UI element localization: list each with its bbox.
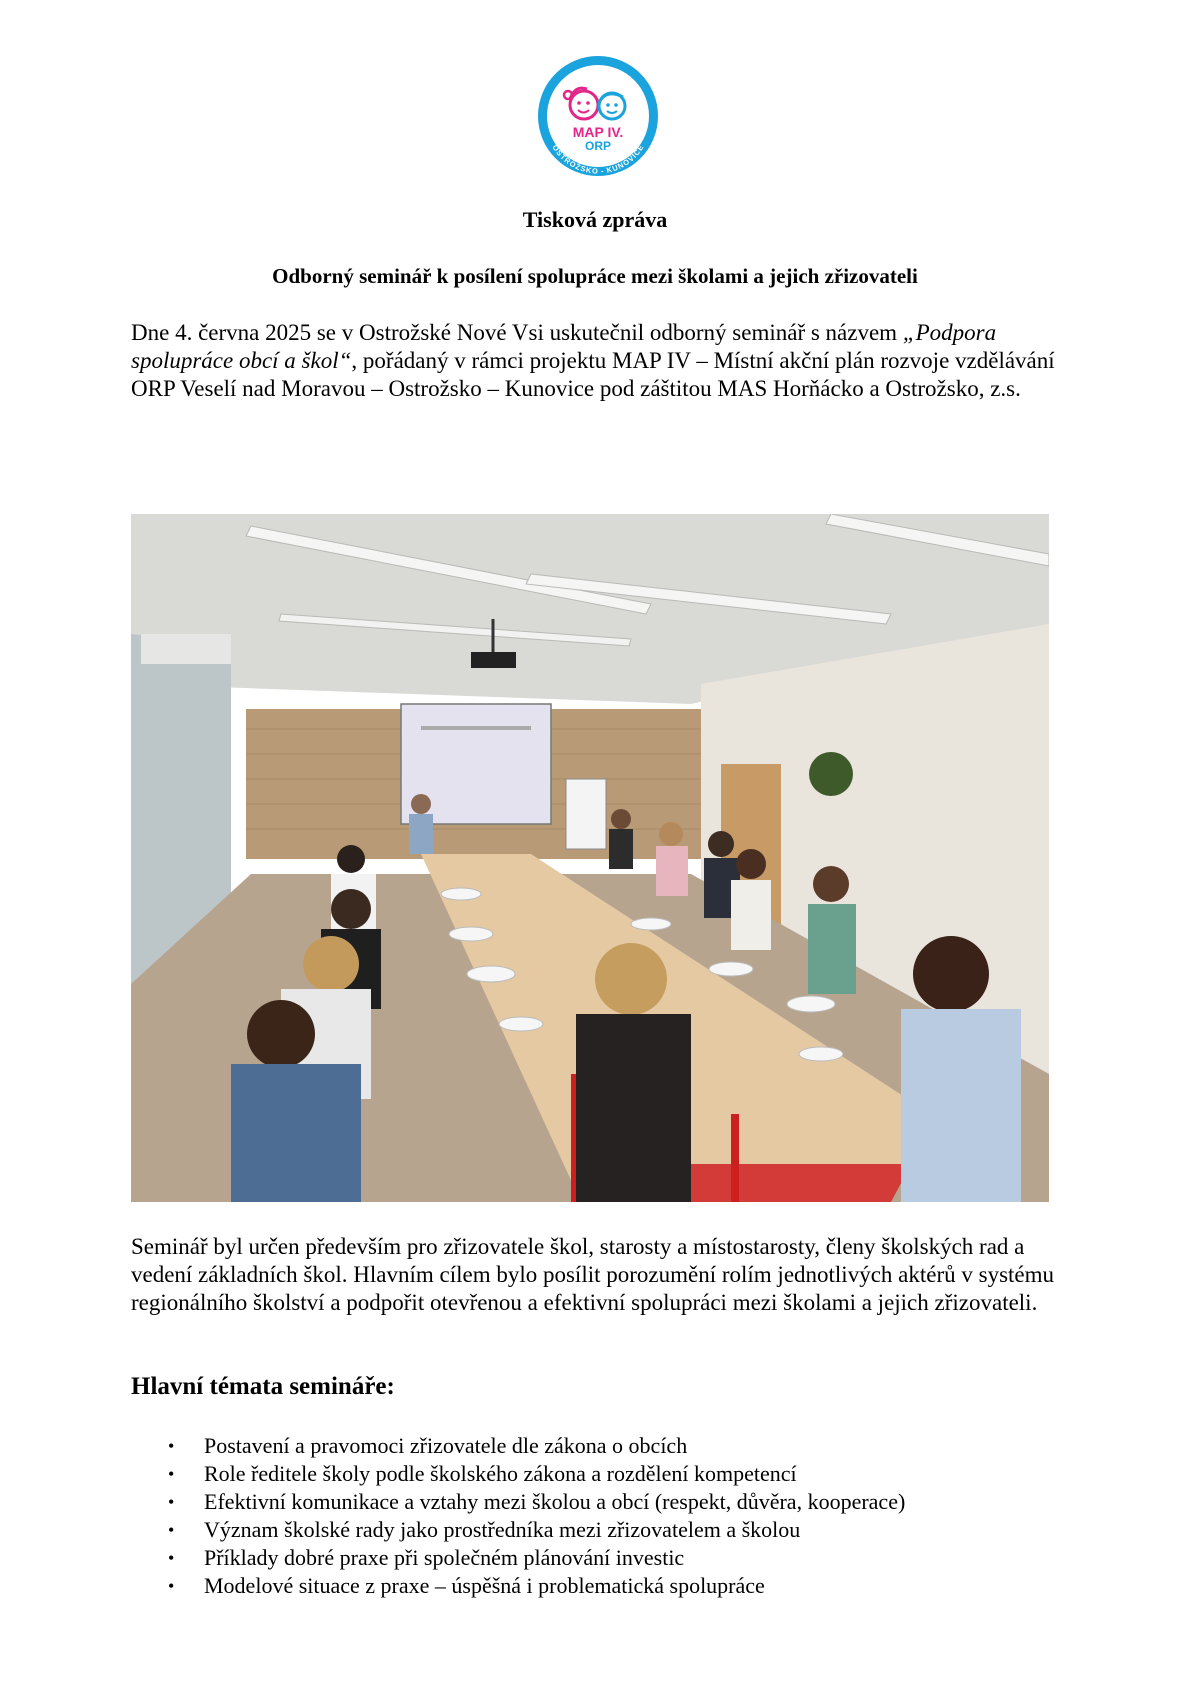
topic-text: Efektivní komunikace a vztahy mezi školou a obcí (respekt, důvěra, kooperace): [204, 1489, 906, 1514]
document-type: Tisková zpráva: [522, 207, 668, 232]
seminar-photo: [131, 514, 1049, 1202]
intro-text-start: Dne 4. června 2025 se v Ostrožské Nové Vsi uskutečnil odborný seminář s názvem: [131, 320, 903, 345]
logo-bottom-text: OSTROŽSKO - KUNOVICE: [550, 143, 646, 176]
page-title: Odborný seminář k posílení spolupráce mezi školami a jejich zřizovateli: [272, 264, 918, 288]
bullet-icon: •: [168, 1576, 175, 1596]
bullet-icon: •: [168, 1464, 175, 1484]
bullet-icon: •: [168, 1436, 175, 1456]
topic-text: Příklady dobré praxe při společném plánování investic: [204, 1545, 685, 1570]
intro-text-end: , pořádaný v rámci projektu MAP IV – Místní akční plán rozvoje vzdělávání ORP Veselí nad Moravou – Ostrožsko – Kunovice pod záštitou MAS Horňácko a Ostrožsko, z.s.: [131, 348, 1055, 401]
topic-text: Postavení a pravomoci zřizovatele dle zákona o obcích: [204, 1433, 688, 1458]
topics-list: [131, 1432, 1061, 1600]
body-paragraph: Seminář byl určen především pro zřizovatele škol, starosty a místostarosty, členy školských rad a vedení základních škol. Hlavním cílem bylo posílit porozumění rolím jednotlivých aktérů v systému regionálního školství a podpořit otevřenou a efektivní spolupráci mezi školami a jejich zřizovateli.: [131, 1234, 1055, 1315]
list-item: [131, 1432, 1061, 1460]
list-item: [131, 1488, 1061, 1516]
list-item: [131, 1516, 1061, 1544]
logo-sub-text: ORP: [584, 139, 612, 153]
topic-text: Role ředitele školy podle školského zákona a rozdělení kompetencí: [204, 1461, 797, 1486]
list-item: [131, 1572, 1061, 1600]
seminar-name: „Podpora spolupráce obcí a škol“: [131, 320, 997, 373]
bullet-icon: •: [168, 1520, 175, 1540]
topic-text: Význam školské rady jako prostředníka mezi zřizovatelem a školou: [204, 1517, 801, 1542]
bullet-icon: •: [168, 1492, 175, 1512]
bullet-icon: •: [168, 1548, 175, 1568]
topics-heading: Hlavní témata semináře:: [131, 1373, 395, 1400]
logo-main-text: MAP IV.: [572, 124, 624, 140]
topic-text: Modelové situace z praxe – úspěšná i problematická spolupráce: [204, 1573, 765, 1598]
map-iv-orp-logo: [537, 55, 659, 177]
intro-paragraph: [131, 319, 1061, 403]
logo-top-text: VESELÍ NAD MORAVOU: [550, 64, 646, 102]
list-item: [131, 1460, 1061, 1488]
list-item: [131, 1544, 1061, 1572]
